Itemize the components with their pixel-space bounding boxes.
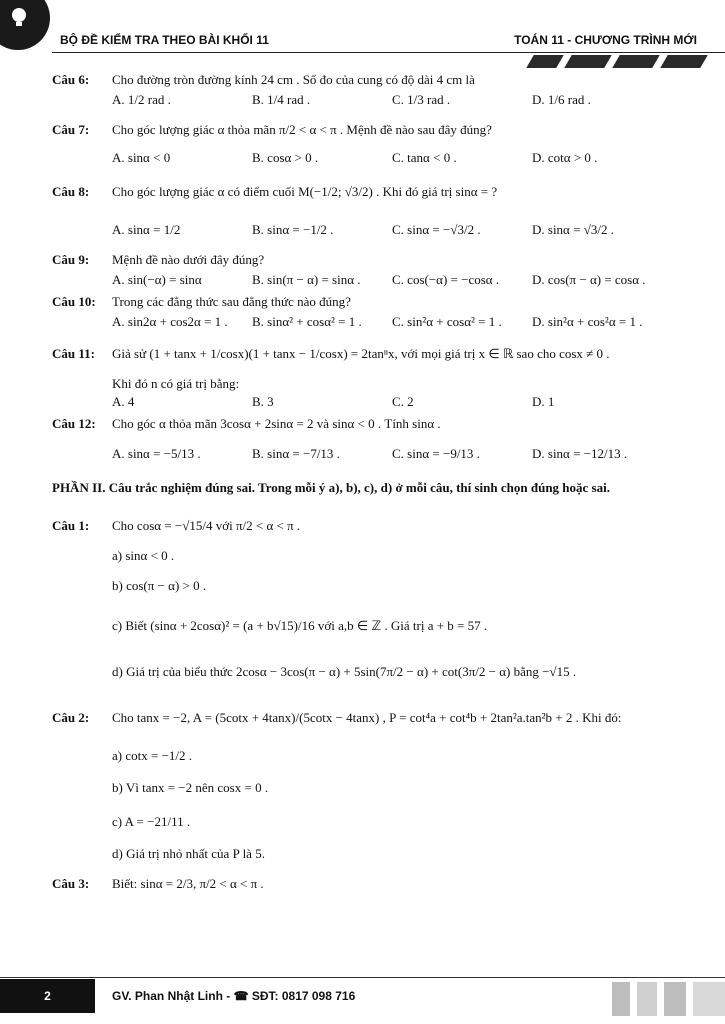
footer-bar xyxy=(664,982,686,1016)
option[interactable]: B. sin(π − α) = sinα . xyxy=(252,272,361,287)
option[interactable]: A. sin2α + cos2α = 1 . xyxy=(112,314,228,329)
option[interactable]: D. 1 xyxy=(532,394,555,409)
statement[interactable]: d) Giá trị của biểu thức 2cosα − 3cos(π − α) + 5sin(7π/2 − α) + cot(3π/2 − α) bằng −√15 . xyxy=(112,664,577,679)
question xyxy=(52,72,697,88)
option[interactable]: D. cotα > 0 . xyxy=(532,150,598,165)
question xyxy=(52,252,697,268)
option[interactable]: A. sinα = −5/13 . xyxy=(112,446,201,461)
question-text: Cho góc α thỏa mãn 3cosα + 2sinα = 2 và sinα < 0 . Tính sinα . xyxy=(112,416,441,431)
answer-options xyxy=(112,394,697,410)
statement[interactable]: c) Biết (sinα + 2cosα)² = (a + b√15)/16 với a,b ∈ ℤ . Giá trị a + b = 57 . xyxy=(112,618,488,633)
question-number: Câu 10: xyxy=(52,294,96,309)
question-list xyxy=(52,66,697,892)
option[interactable]: C. sinα = −√3/2 . xyxy=(392,222,481,237)
option[interactable]: B. cosα > 0 . xyxy=(252,150,319,165)
question xyxy=(52,122,697,138)
question-number: Câu 7: xyxy=(52,122,90,137)
question xyxy=(52,184,697,200)
question xyxy=(52,710,697,726)
statement[interactable]: d) Giá trị nhỏ nhất của P là 5. xyxy=(112,846,265,861)
answer-options xyxy=(112,446,697,462)
section-title: PHẦN II. Câu trắc nghiệm đúng sai. Trong mỗi ý a), b), c), d) ở mỗi câu, thí sinh chọn đúng hoặc sai. xyxy=(52,480,610,495)
question-text: Cho góc lượng giác α có điểm cuối M(−1/2; √3/2) . Khi đó giá trị sinα = ? xyxy=(112,184,498,199)
question-text: Mệnh đề nào dưới đây đúng? xyxy=(112,252,265,267)
footer-divider xyxy=(0,977,725,978)
answer-options xyxy=(112,92,697,108)
option[interactable]: D. sin²α + cos²α = 1 . xyxy=(532,314,643,329)
statement[interactable]: b) Vì tanx = −2 nên cosx = 0 . xyxy=(112,780,269,795)
question-text: Cho cosα = −√15/4 với π/2 < α < π . xyxy=(112,518,301,533)
question xyxy=(52,346,697,362)
question-number: Câu 11: xyxy=(52,346,95,361)
option[interactable]: D. sinα = −12/13 . xyxy=(532,446,628,461)
question-text: Cho đường tròn đường kính 24 cm . Số đo của cung có độ dài 4 cm là xyxy=(112,72,475,87)
question-text: Trong các đẳng thức sau đẳng thức nào đúng? xyxy=(112,294,351,309)
option[interactable]: B. sinα = −7/13 . xyxy=(252,446,340,461)
option[interactable]: B. sinα = −1/2 . xyxy=(252,222,334,237)
option[interactable]: A. sinα = 1/2 xyxy=(112,222,181,237)
question-text: Giả sử (1 + tanx + 1/cosx)(1 + tanx − 1/cosx) = 2tanⁿx, với mọi giá trị x ∈ ℝ sao cho cosx ≠ 0 . xyxy=(112,346,610,361)
question xyxy=(52,294,697,310)
author-info: GV. Phan Nhật Linh - ☎ SĐT: 0817 098 716 xyxy=(112,989,356,1003)
option[interactable]: A. sinα < 0 xyxy=(112,150,171,165)
footer-bar xyxy=(693,982,725,1016)
statement[interactable]: a) cotx = −1/2 . xyxy=(112,748,193,763)
question xyxy=(52,416,697,432)
option[interactable]: C. 2 xyxy=(392,394,414,409)
logo xyxy=(0,0,50,50)
option[interactable]: C. sinα = −9/13 . xyxy=(392,446,480,461)
option[interactable]: B. 1/4 rad . xyxy=(252,92,311,107)
question-number: Câu 1: xyxy=(52,518,90,533)
option[interactable]: A. 4 xyxy=(112,394,135,409)
option[interactable]: D. sinα = √3/2 . xyxy=(532,222,614,237)
answer-options xyxy=(112,150,697,166)
option[interactable]: A. 1/2 rad . xyxy=(112,92,171,107)
option[interactable]: C. tanα < 0 . xyxy=(392,150,457,165)
option[interactable]: A. sin(−α) = sinα xyxy=(112,272,202,287)
option[interactable]: D. 1/6 rad . xyxy=(532,92,591,107)
footer-bar xyxy=(612,982,630,1016)
question xyxy=(52,876,697,892)
option[interactable]: B. 3 xyxy=(252,394,274,409)
option[interactable]: C. 1/3 rad . xyxy=(392,92,451,107)
answer-options xyxy=(112,314,697,330)
question-text-line: Khi đó n có giá trị bằng: xyxy=(112,376,240,391)
question-text: Cho góc lượng giác α thỏa mãn π/2 < α < π . Mệnh đề nào sau đây đúng? xyxy=(112,122,492,137)
page-number: 2 xyxy=(0,979,95,1013)
question-number: Câu 9: xyxy=(52,252,90,267)
question-number: Câu 8: xyxy=(52,184,90,199)
option[interactable]: C. sin²α + cosα² = 1 . xyxy=(392,314,502,329)
header-divider xyxy=(52,52,725,53)
question-number: Câu 12: xyxy=(52,416,96,431)
bulb-icon xyxy=(8,6,30,28)
question-text: Cho tanx = −2, A = (5cotx + 4tanx)/(5cotx − 4tanx) , P = cot⁴a + cot⁴b + 2tan²a.tan²b + 2 . Khi đó: xyxy=(112,710,622,725)
question-text: Biết: sinα = 2/3, π/2 < α < π . xyxy=(112,876,264,891)
option[interactable]: D. cos(π − α) = cosα . xyxy=(532,272,646,287)
question-number: Câu 2: xyxy=(52,710,90,725)
footer-bar xyxy=(637,982,657,1016)
header-right: TOÁN 11 - CHƯƠNG TRÌNH MỚI xyxy=(514,33,697,47)
answer-options xyxy=(112,222,697,238)
header-left: BỘ ĐỀ KIỂM TRA THEO BÀI KHỐI 11 xyxy=(60,33,269,47)
question-number: Câu 6: xyxy=(52,72,90,87)
statement[interactable]: b) cos(π − α) > 0 . xyxy=(112,578,207,593)
option[interactable]: C. cos(−α) = −cosα . xyxy=(392,272,500,287)
answer-options xyxy=(112,272,697,288)
statement[interactable]: a) sinα < 0 . xyxy=(112,548,175,563)
statement[interactable]: c) A = −21/11 . xyxy=(112,814,191,829)
option[interactable]: B. sinα² + cosα² = 1 . xyxy=(252,314,362,329)
question xyxy=(52,518,697,534)
question-number: Câu 3: xyxy=(52,876,90,891)
